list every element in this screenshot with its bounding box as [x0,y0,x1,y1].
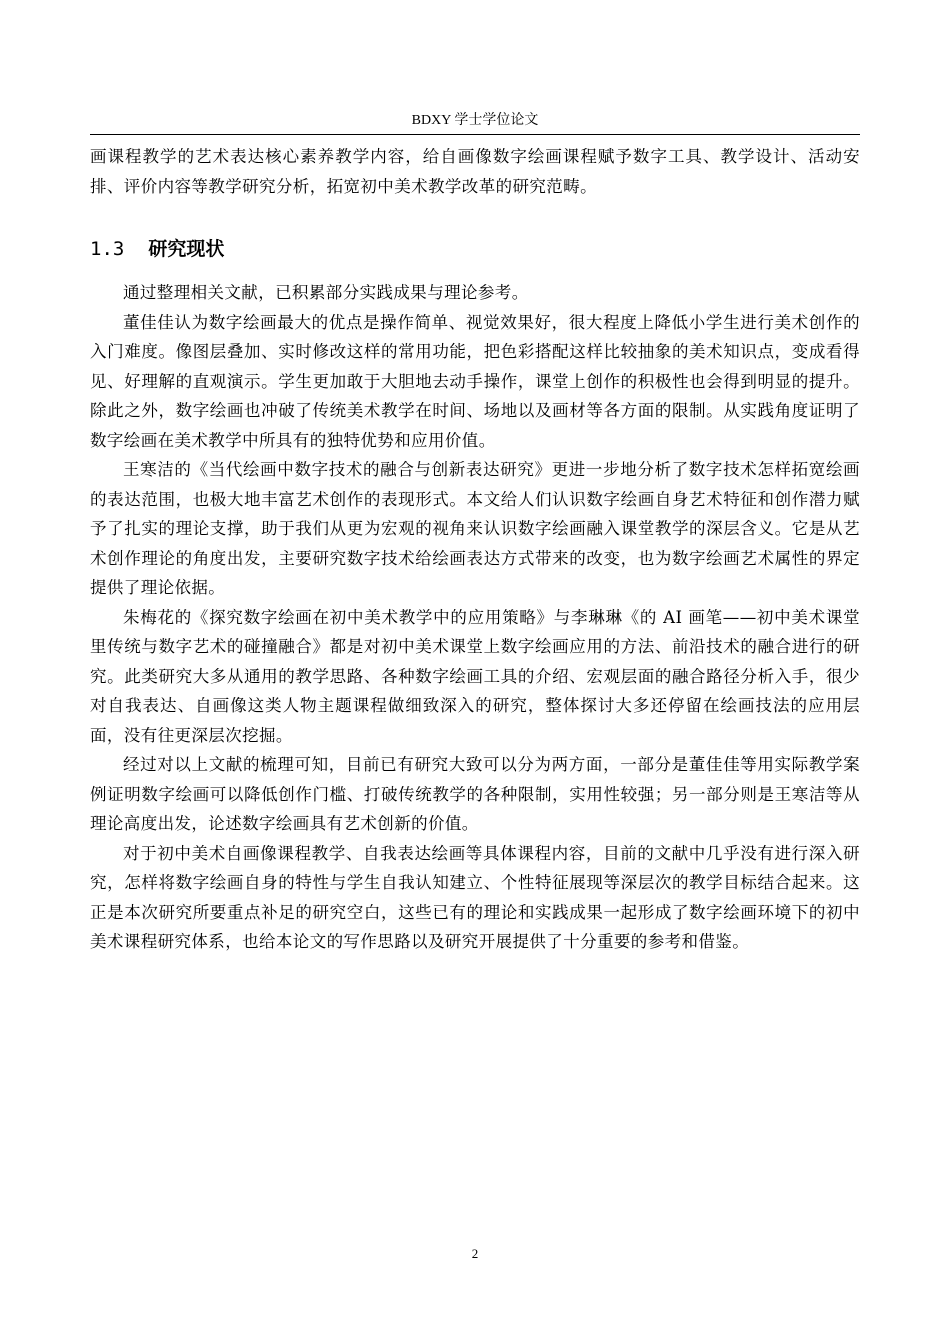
section-number: 1.3 [90,238,125,260]
paragraph: 王寒洁的《当代绘画中数字技术的融合与创新表达研究》更进一步地分析了数字技术怎样拓宽绘画的表达范围，也极大地丰富艺术创作的表现形式。本文给人们认识数字绘画自身艺术特征和创作潜力赋予了扎实的理论支撑，助于我们从更为宏观的视角来认识数字绘画融入课堂教学的深层含义。它是从艺术创作理论的角度出发，主要研究数字技术给绘画表达方式带来的改变，也为数字绘画艺术属性的界定提供了理论依据。 [90,460,860,597]
section-heading [90,234,860,264]
paragraph: 对于初中美术自画像课程教学、自我表达绘画等具体课程内容，目前的文献中几乎没有进行深入研究，怎样将数字绘画自身的特性与学生自我认知建立、个性特征展现等深层次的教学目标结合起来。这正是本次研究所要重点补足的研究空白，这些已有的理论和实践成果一起形成了数字绘画环境下的初中美术课程研究体系，也给本论文的写作思路以及研究开展提供了十分重要的参考和借鉴。 [90,843,860,951]
paragraph: 朱梅花的《探究数字绘画在初中美术教学中的应用策略》与李琳琳《的 AI 画笔——初中美术课堂里传统与数字艺术的碰撞融合》都是对初中美术课堂上数字绘画应用的方法、前沿技术的融合进行的研究。此类研究大多从通用的教学思路、各种数字绘画工具的介绍、宏观层面的融合路径分析入手，很少对自我表达、自画像这类人物主题课程做细致深入的研究，整体探讨大多还停留在绘画技法的应用层面，没有往更深层次挖掘。 [90,607,860,745]
page-header [90,110,860,135]
section-title: 研究现状 [148,238,225,260]
continued-paragraph: 画课程教学的艺术表达核心素养教学内容，给自画像数字绘画课程赋予数字工具、教学设计、活动安排、评价内容等教学研究分析，拓宽初中美术教学改革的研究范畴。 [90,147,860,196]
paragraph: 通过整理相关文献，已积累部分实践成果与理论参考。 [123,283,529,302]
paragraph: 经过对以上文献的梳理可知，目前已有研究大致可以分为两方面，一部分是董佳佳等用实际教学案例证明数字绘画可以降低创作门槛、打破传统教学的各种限制，实用性较强；另一部分则是王寒洁等从理论高度出发，论述数字绘画具有艺术创新的价值。 [90,755,860,833]
document-body [90,142,860,957]
paragraph: 董佳佳认为数字绘画最大的优点是操作简单、视觉效果好，很大程度上降低小学生进行美术创作的入门难度。像图层叠加、实时修改这样的常用功能，把色彩搭配这样比较抽象的美术知识点，变成看得见、好理解的直观演示。学生更加敢于大胆地去动手操作，课堂上创作的积极性也会得到明显的提升。除此之外，数字绘画也冲破了传统美术教学在时间、场地以及画材等各方面的限制。从实践角度证明了数字绘画在美术教学中所具有的独特优势和应用价值。 [90,312,860,450]
header-title: BDXY 学士学位论文 [411,113,539,128]
page-number: 2 [471,1246,479,1261]
